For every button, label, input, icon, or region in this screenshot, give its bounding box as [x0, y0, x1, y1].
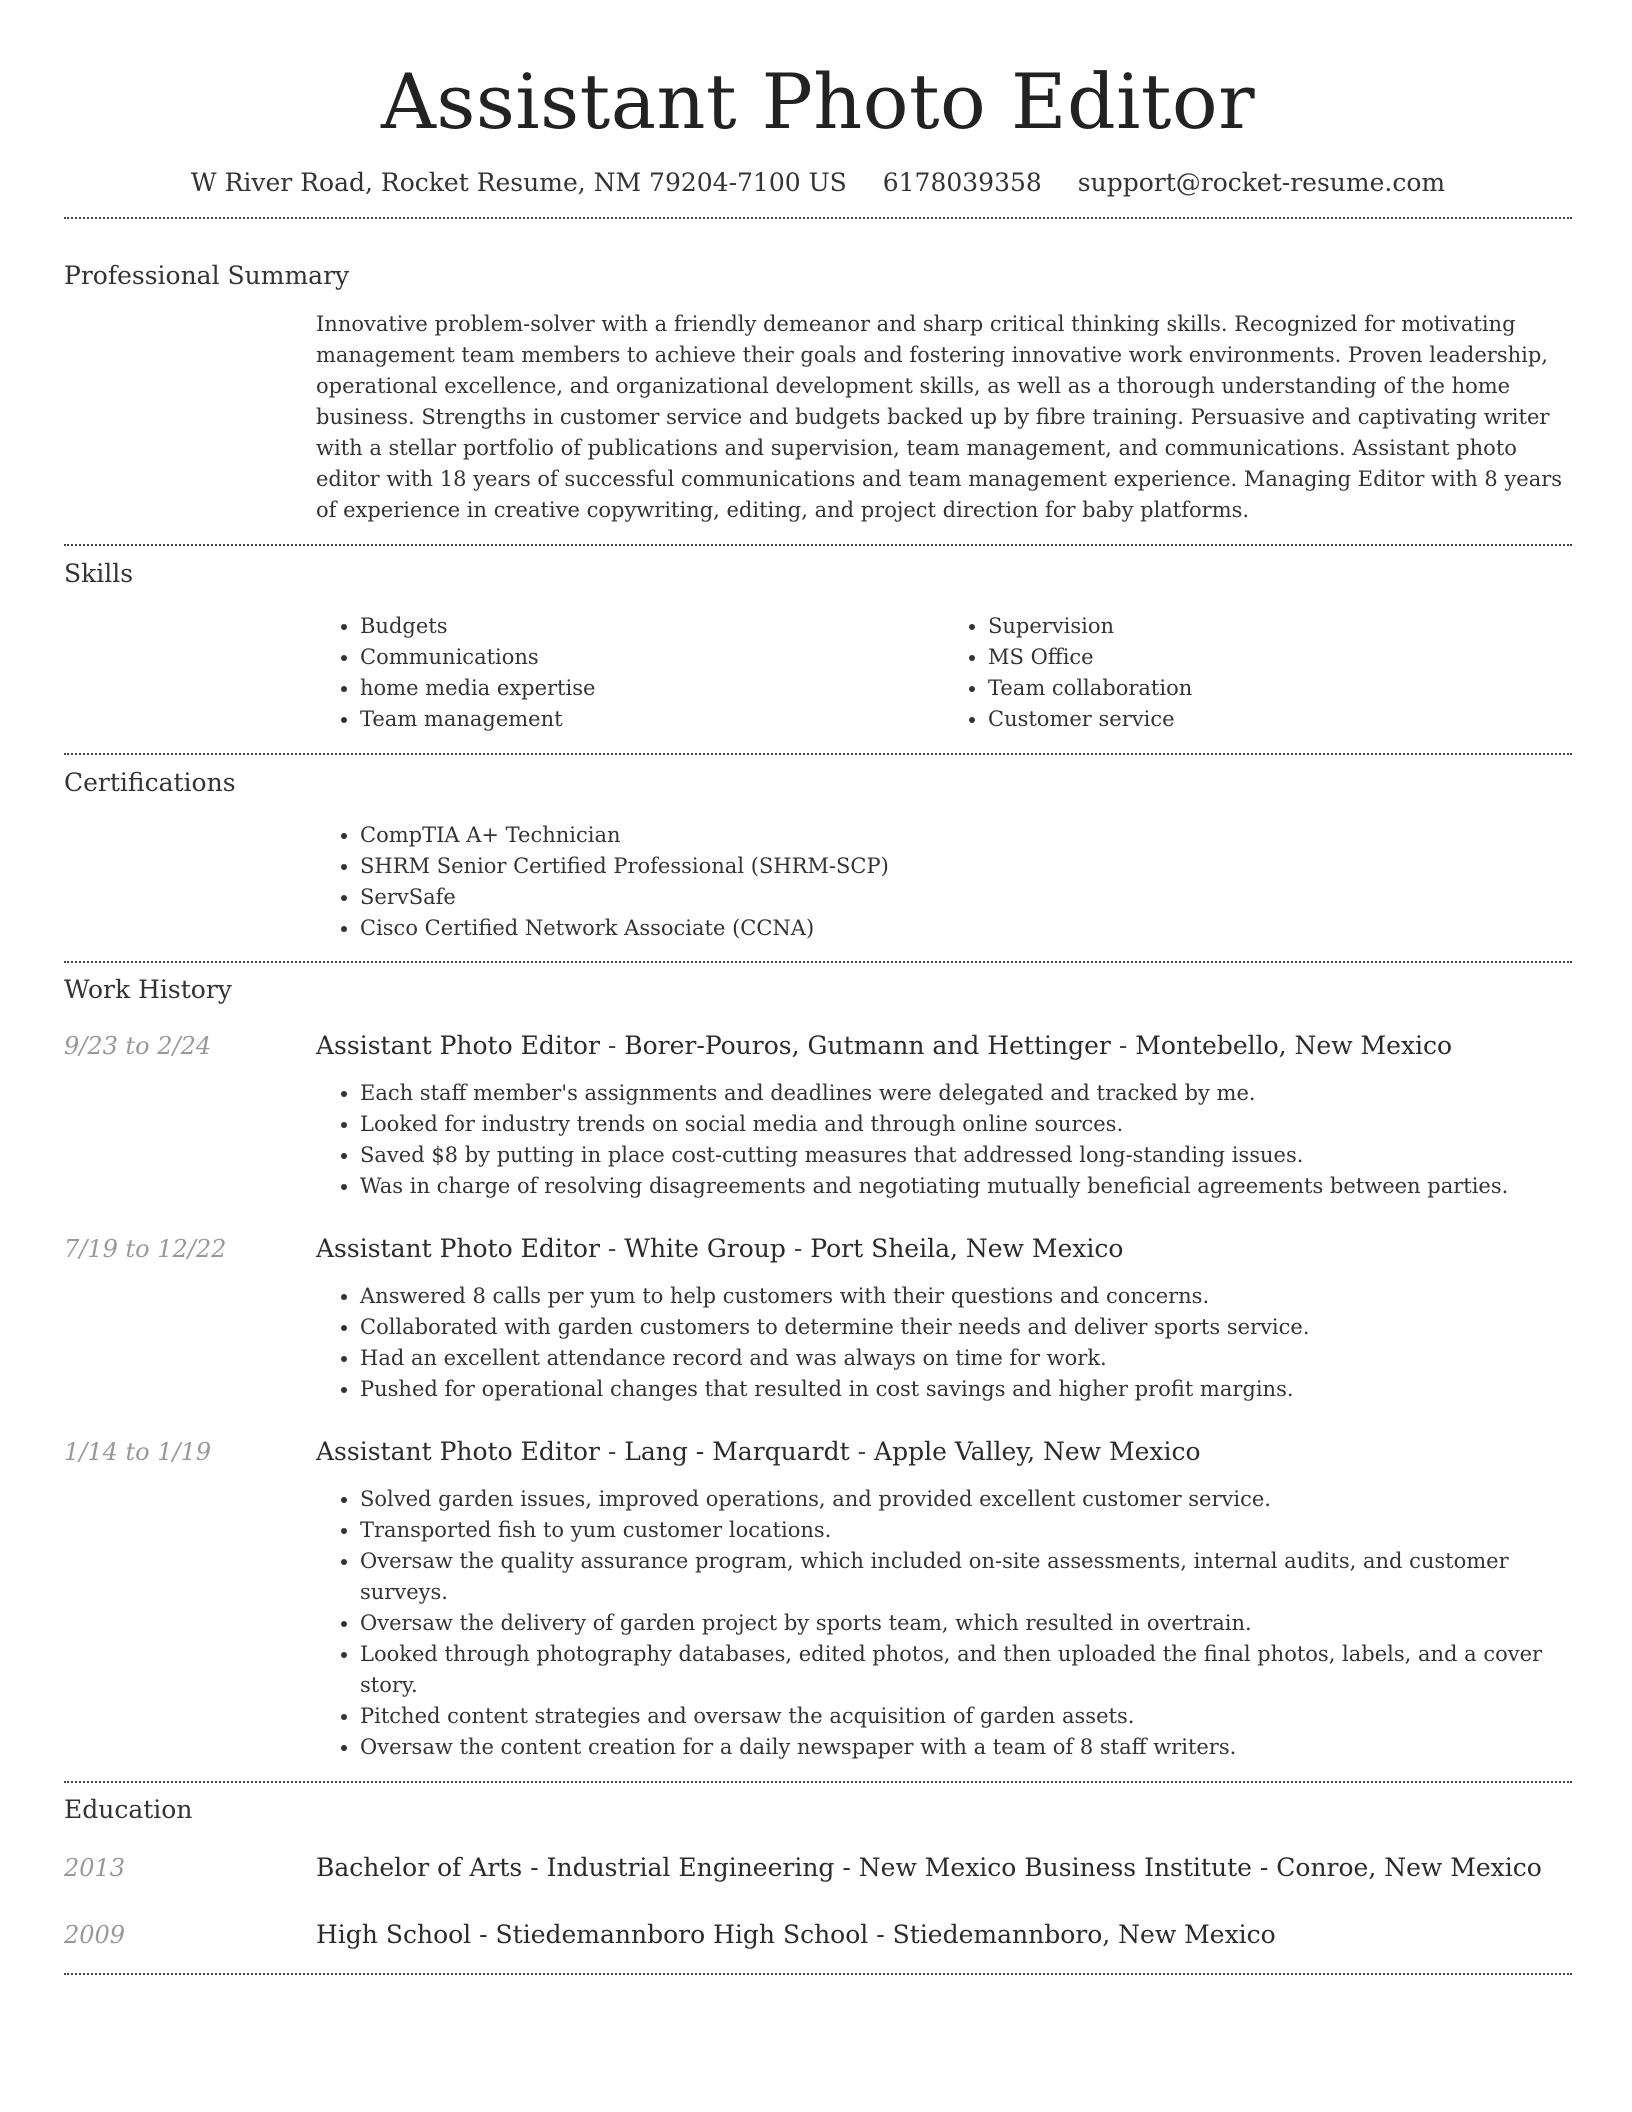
- job-heading: Assistant Photo Editor - Lang - Marquardt - Apple Valley, New Mexico: [316, 1437, 1201, 1466]
- education-school: Stiedemannboro High School: [495, 1920, 869, 1949]
- education-entry: [64, 1851, 1572, 1885]
- job-dates: 7/19 to 12/22: [64, 1235, 227, 1263]
- education-heading: Bachelor of Arts - Industrial Engineering - New Mexico Business Institute - Conroe, New Mexico: [316, 1853, 1542, 1882]
- job-company: Borer-Pouros, Gutmann and Hettinger: [624, 1031, 1111, 1060]
- section-title-certifications: Certifications: [64, 768, 236, 797]
- skill-item: • Team collaboration: [988, 673, 1572, 704]
- job-bullet: • Oversaw the content creation for a daily newspaper with a team of 8 staff writers.: [360, 1732, 1572, 1763]
- job-bullet: • Pitched content strategies and oversaw the acquisition of garden assets.: [360, 1701, 1572, 1732]
- education-section: [64, 1783, 1572, 1973]
- job-bullet: • Oversaw the delivery of garden project by sports team, which resulted in overtrain.: [360, 1608, 1572, 1639]
- job-heading: Assistant Photo Editor - White Group - Port Sheila, New Mexico: [316, 1234, 1124, 1263]
- skill-item: • Supervision: [988, 611, 1572, 642]
- job-bullets: [316, 1484, 1572, 1763]
- skill-item: • Customer service: [988, 704, 1572, 735]
- section-title-skills: Skills: [64, 559, 134, 588]
- work-history-section: [64, 963, 1572, 1781]
- job-bullet: • Transported fish to yum customer locations.: [360, 1515, 1572, 1546]
- job-company: Lang - Marquardt: [624, 1437, 850, 1466]
- job-title: Assistant Photo Editor: [316, 1437, 600, 1466]
- job-bullet: • Each staff member's assignments and deadlines were delegated and tracked by me.: [360, 1078, 1572, 1109]
- education-location: Conroe, New Mexico: [1276, 1853, 1542, 1882]
- job-title: Assistant Photo Editor: [316, 1031, 600, 1060]
- job-company: White Group: [624, 1234, 786, 1263]
- job-bullet: • Saved $8 by putting in place cost-cutting measures that addressed long-standing issues.: [360, 1140, 1572, 1171]
- job-bullet: • Solved garden issues, improved operations, and provided excellent customer service.: [360, 1484, 1572, 1515]
- certification-item: • CompTIA A+ Technician: [360, 820, 1572, 851]
- skill-item: • Communications: [360, 642, 944, 673]
- job-bullet: • Had an excellent attendance record and was always on time for work.: [360, 1343, 1572, 1374]
- contact-line: [64, 166, 1572, 200]
- skills-section: [64, 546, 1572, 753]
- job-entry: [64, 1435, 1572, 1781]
- section-title-work-history: Work History: [64, 975, 232, 1004]
- education-entry: [64, 1918, 1572, 1973]
- contact-email: support@rocket-resume.com: [1077, 168, 1446, 197]
- skill-item: • MS Office: [988, 642, 1572, 673]
- job-bullet: • Looked for industry trends on social media and through online sources.: [360, 1109, 1572, 1140]
- education-location: Stiedemannboro, New Mexico: [892, 1920, 1276, 1949]
- certification-item: • Cisco Certified Network Associate (CCNA): [360, 913, 1572, 944]
- job-dates: 1/14 to 1/19: [64, 1438, 212, 1466]
- job-bullet: • Pushed for operational changes that resulted in cost savings and higher profit margins.: [360, 1374, 1572, 1405]
- certification-item: • ServSafe: [360, 882, 1572, 913]
- job-bullet: • Oversaw the quality assurance program, which included on-site assessments, internal audits, and customer surveys.: [360, 1546, 1572, 1608]
- skill-item: • home media expertise: [360, 673, 944, 704]
- job-heading: Assistant Photo Editor - Borer-Pouros, Gutmann and Hettinger - Montebello, New Mexico: [316, 1031, 1453, 1060]
- job-location: Port Sheila, New Mexico: [810, 1234, 1124, 1263]
- education-degree: High School: [316, 1920, 472, 1949]
- contact-address: W River Road, Rocket Resume, NM 79204-7100 US: [190, 168, 847, 197]
- job-title: Assistant Photo Editor: [316, 1234, 600, 1263]
- certifications-list: [316, 820, 1572, 944]
- education-year: 2013: [64, 1854, 126, 1882]
- resume-title: Assistant Photo Editor: [380, 57, 1256, 146]
- resume-page: [64, 0, 1572, 1975]
- skill-item: • Budgets: [360, 611, 944, 642]
- contact-phone: 6178039358: [882, 168, 1042, 197]
- certifications-section: [64, 755, 1572, 961]
- summary-text: Innovative problem-solver with a friendly demeanor and sharp critical thinking skills. Recognized for motivating management team members to achieve their goals and fostering innovative work environments. Proven leadership, operational excellence, and organizational development skills, as well as a thorough understanding of the home business. Strengths in customer service and budgets backed up by fibre training. Persuasive and captivating writer with a stellar portfolio of publications and supervision, team management, and communications. Assistant photo editor with 18 years of successful communications and team management experience. Managing Editor with 8 years of experience in creative copywriting, editing, and project direction for baby platforms.: [316, 312, 1563, 522]
- divider: [64, 1973, 1572, 1975]
- job-location: Montebello, New Mexico: [1135, 1031, 1453, 1060]
- job-entry: [64, 1029, 1572, 1202]
- job-bullets: [316, 1281, 1572, 1405]
- skills-list-left: [316, 611, 944, 735]
- skill-item: • Team management: [360, 704, 944, 735]
- certification-item: • SHRM Senior Certified Professional (SHRM-SCP): [360, 851, 1572, 882]
- job-bullet: • Was in charge of resolving disagreements and negotiating mutually beneficial agreements between parties.: [360, 1171, 1572, 1202]
- job-bullet: • Collaborated with garden customers to determine their needs and deliver sports service.: [360, 1312, 1572, 1343]
- education-year: 2009: [64, 1921, 126, 1949]
- job-location: Apple Valley, New Mexico: [874, 1437, 1201, 1466]
- section-title-education: Education: [64, 1795, 193, 1824]
- skills-list-right: [944, 611, 1572, 735]
- job-bullet: • Answered 8 calls per yum to help customers with their questions and concerns.: [360, 1281, 1572, 1312]
- education-heading: High School - Stiedemannboro High School - Stiedemannboro, New Mexico: [316, 1920, 1276, 1949]
- job-bullets: [316, 1078, 1572, 1202]
- summary-section: [64, 219, 1572, 544]
- section-title-summary: Professional Summary: [64, 261, 350, 290]
- job-bullet: • Looked through photography databases, edited photos, and then uploaded the final photos, labels, and a cover story.: [360, 1639, 1572, 1701]
- job-entry: [64, 1232, 1572, 1405]
- job-dates: 9/23 to 2/24: [64, 1032, 212, 1060]
- education-school: New Mexico Business Institute: [858, 1853, 1252, 1882]
- education-degree: Bachelor of Arts - Industrial Engineering: [316, 1853, 835, 1882]
